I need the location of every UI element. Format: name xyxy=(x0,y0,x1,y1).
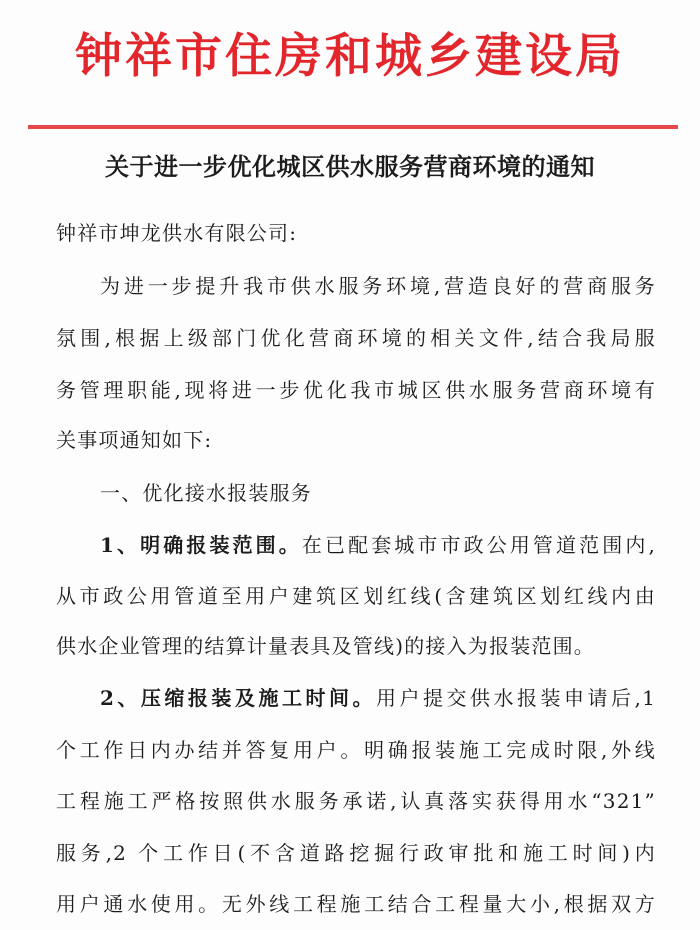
item1-line: 从市政公用管道至用户建筑区划红线(含建筑区划红线内由 xyxy=(56,584,656,608)
intro-line: 为进一步提升我市供水服务环境,营造良好的营商服务 xyxy=(100,274,656,298)
item1-text: 在已配套城市市政公用管道范围内, xyxy=(301,533,657,557)
item2-first-line xyxy=(100,683,656,713)
item2-line: 用户通水使用。无外线工程施工结合工程量大小,根据双方 xyxy=(56,892,656,916)
item2-line: 个工作日内办结并答复用户。明确报装施工完成时限,外线 xyxy=(56,738,656,762)
letterhead: 钟祥市住房和城乡建设局 xyxy=(75,29,625,84)
item2-label: 2、压缩报装及施工时间。 xyxy=(100,686,376,710)
intro-line: 关事项通知如下: xyxy=(56,428,213,452)
item2-line: 服务,2 个工作日(不含道路挖掘行政审批和施工时间)内 xyxy=(56,841,656,865)
recipient: 钟祥市坤龙供水有限公司: xyxy=(56,221,298,245)
notice-title: 关于进一步优化城区供水服务营商环境的通知 xyxy=(105,152,595,181)
letterhead-divider xyxy=(28,125,678,129)
item1-label: 1、明确报装范围。 xyxy=(100,533,302,557)
intro-line: 务管理职能,现将进一步优化我市城区供水服务营商环境有 xyxy=(56,378,656,402)
item2-text: 用户提交供水报装申请后,1 xyxy=(375,686,656,710)
item1-line: 供水企业管理的结算计量表具及管线)的接入为报装范围。 xyxy=(56,634,596,658)
intro-line: 氛围,根据上级部门优化营商环境的相关文件,结合我局服 xyxy=(56,326,656,350)
item2-line: 工程施工严格按照供水服务承诺,认真落实获得用水“321” xyxy=(56,789,656,813)
section-heading: 一、优化接水报装服务 xyxy=(100,481,312,505)
item1-first-line xyxy=(100,530,656,560)
